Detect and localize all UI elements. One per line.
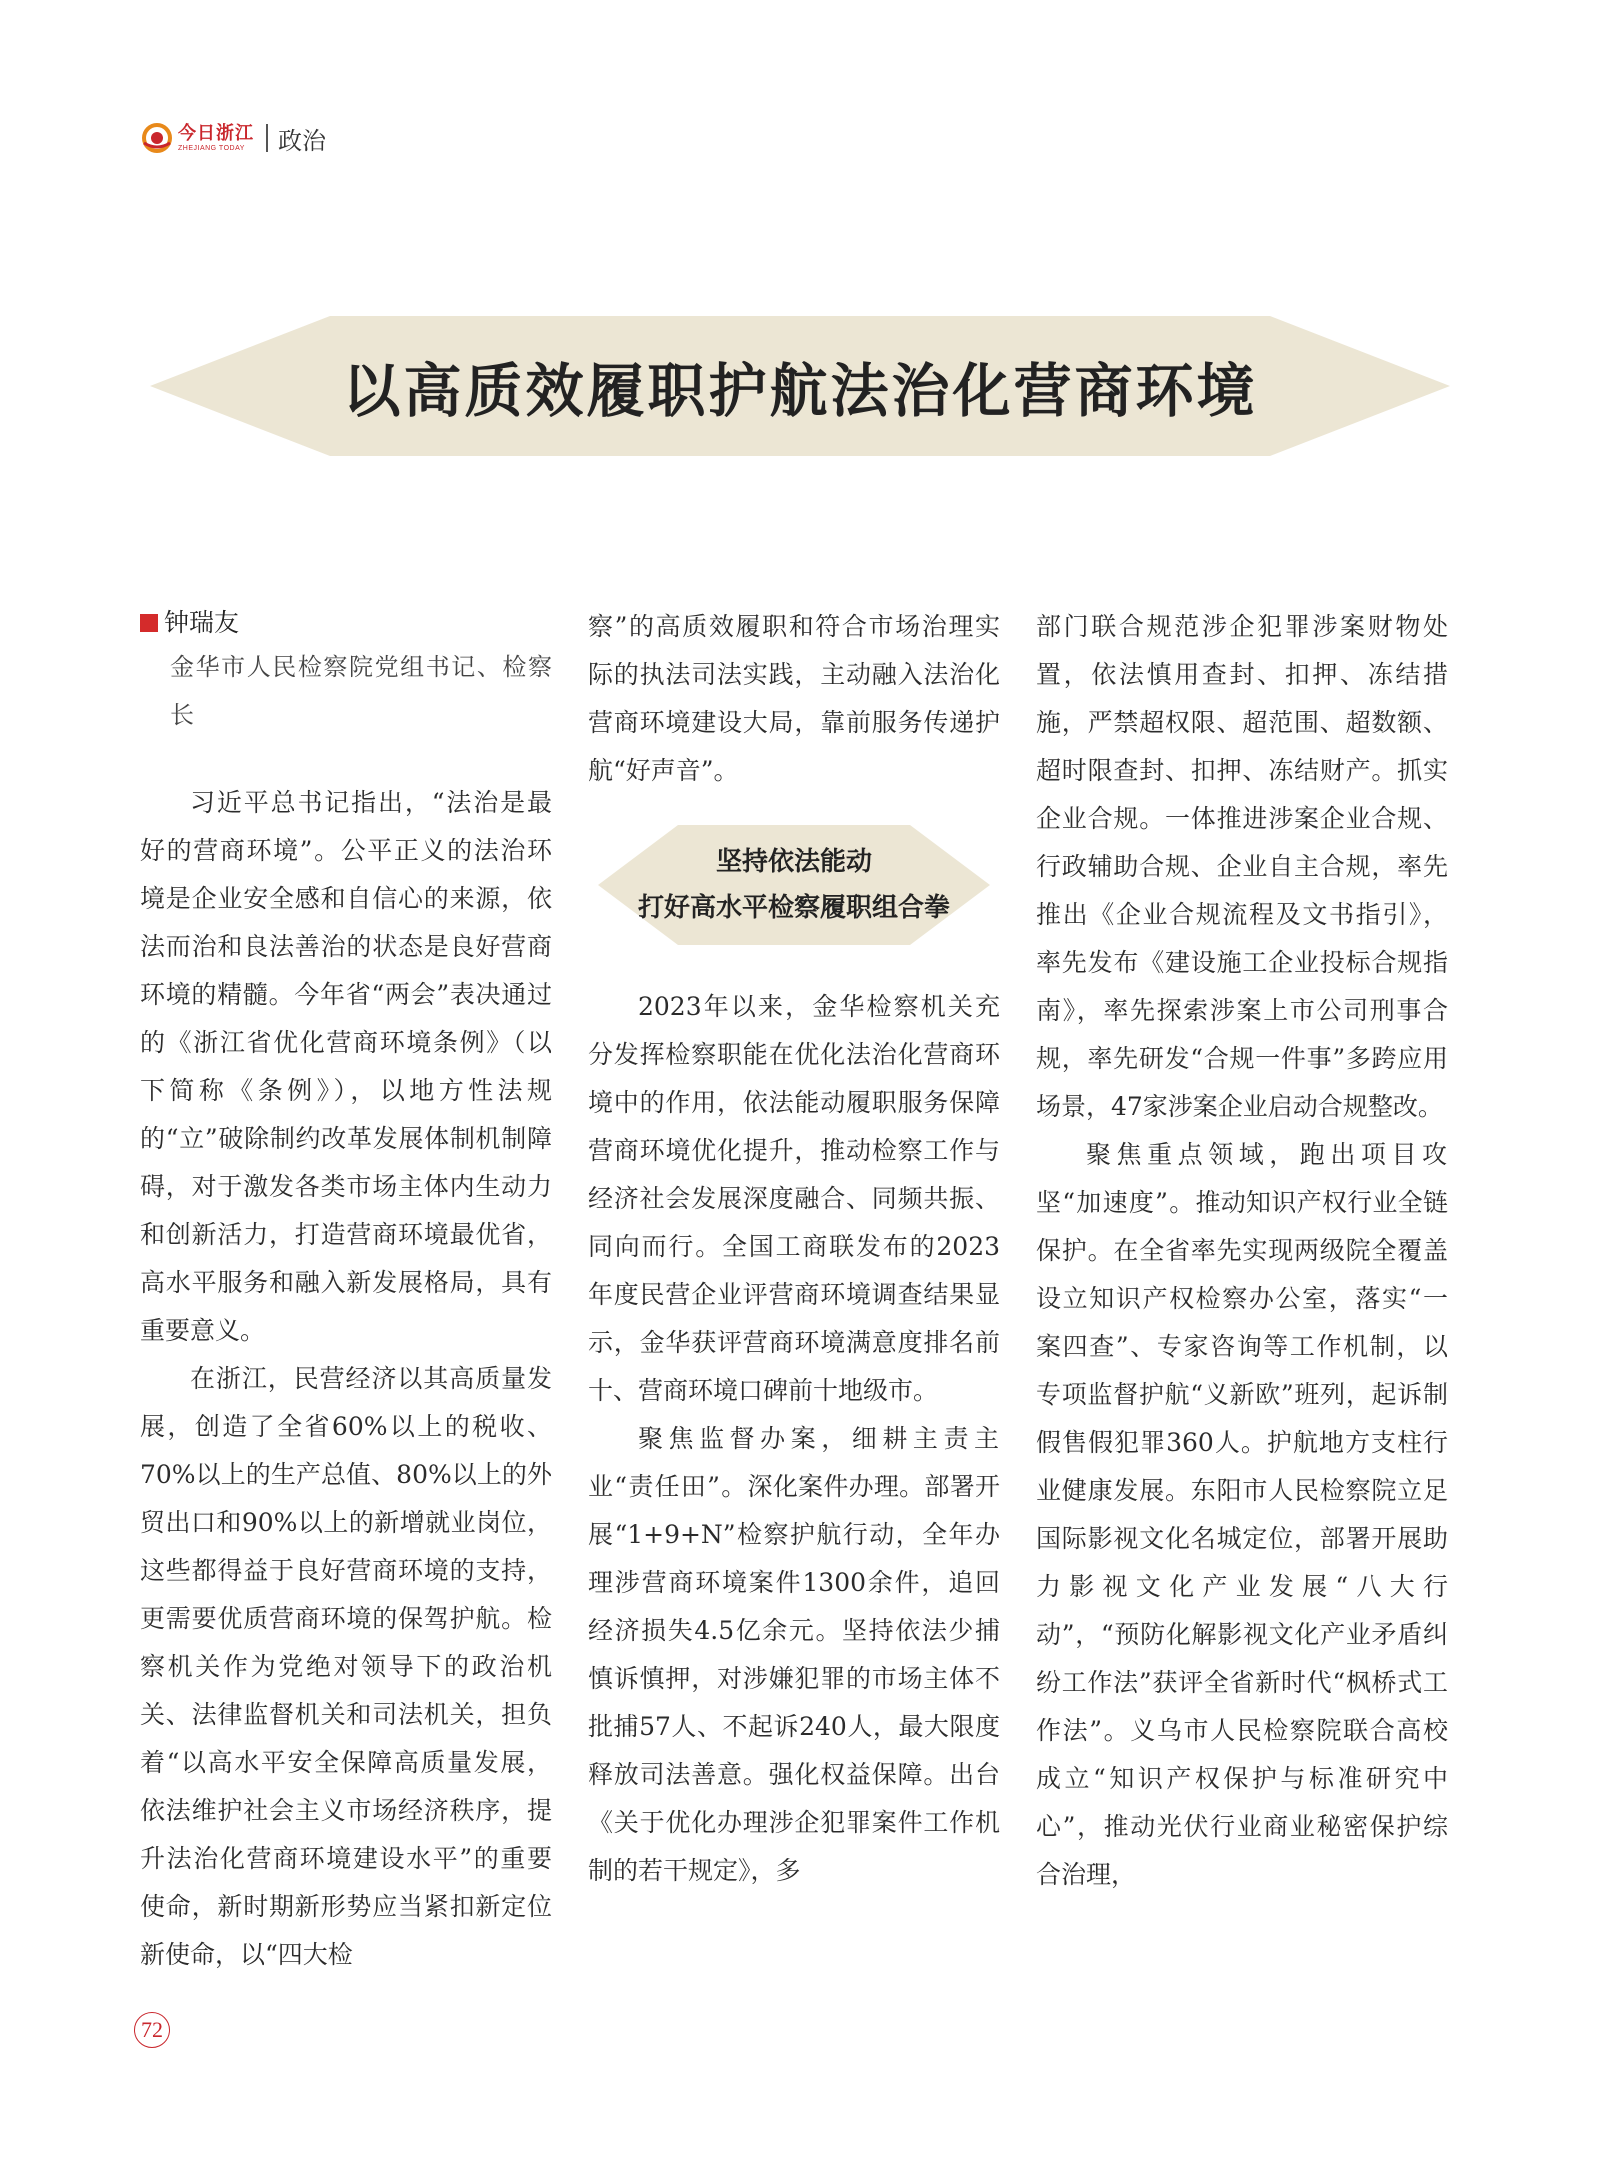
author-byline [140, 603, 552, 643]
paragraph-body: 推动知识产权行业全链保护。在全省率先实现两级院全覆盖设立知识产权检察办公室，落实“一案四查”、专家咨询等工作机制，以专项监督护航“义新欧”班列，起诉制假售假犯罪360人。护航地方支柱行业健康发展。东阳市人民检察院立足国际影视文化名城定位，部署开展助力影视文化产业发展“八大行动”，“预防化解影视文化产业矛盾纠纷工作法”获评全省新时代“枫桥式工作法”。义乌市人民检察院联合高校成立“知识产权保护与标准研究中心”，推动光伏行业商业秘密保护综合治理， [1036, 1188, 1448, 1889]
subheading-line-2: 打好高水平检察履职组合拳 [637, 893, 950, 923]
paragraph [588, 1415, 1000, 1895]
column-3 [1036, 603, 1448, 1899]
author-title: 金华市人民检察院党组书记、检察长 [170, 653, 552, 729]
masthead [140, 118, 326, 158]
page-number: 72 [134, 2012, 170, 2048]
header-divider [266, 124, 268, 152]
author-name: 钟瑞友 [164, 608, 240, 637]
paragraph-continued: 察”的高质效履职和符合市场治理实际的执法司法实践，主动融入法治化营商环境建设大局，靠前服务传递护航“好声音”。 [588, 612, 1000, 785]
column-2 [588, 603, 1000, 1895]
column-1 [140, 603, 552, 1979]
logo-chinese-text: 今日浙江 [178, 122, 254, 144]
paragraph-lead: 聚焦监督办案，细耕主责主业“责任田”。 [588, 1424, 1000, 1501]
paragraph [1036, 1131, 1448, 1899]
subheading-line-1: 坚持依法能动 [715, 847, 872, 877]
magazine-logo [140, 121, 254, 155]
red-square-marker [140, 614, 158, 632]
paragraph-continued: 部门联合规范涉企犯罪涉案财物处置，依法慎用查封、扣押、冻结措施，严禁超权限、超范围、超数额、超时限查封、扣押、冻结财产。抓实企业合规。一体推进涉案企业合规、行政辅助合规、企业自主合规，率先推出《企业合规流程及文书指引》，率先发布《建设施工企业投标合规指南》，率先探索涉案上市公司刑事合规，率先研发“合规一件事”多跨应用场景，47家涉案企业启动合规整改。 [1036, 612, 1448, 1121]
section-subheading [588, 825, 1000, 945]
paragraph: 2023年以来，金华检察机关充分发挥检察职能在优化法治化营商环境中的作用，依法能动履职服务保障营商环境优化提升，推动检察工作与经济社会发展深度融合、同频共振、同向而行。全国工商联发布的2023年度民营企业评营商环境调查结果显示，金华获评营商环境满意度排名前十、营商环境口碑前十地级市。 [588, 992, 1000, 1405]
sun-logo-icon [140, 121, 174, 155]
paragraph-lead: 聚焦重点领域，跑出项目攻坚“加速度”。 [1036, 1140, 1448, 1217]
paragraph: 习近平总书记指出，“法治是最好的营商环境”。公平正义的法治环境是企业安全感和自信心的来源，依法而治和良法善治的状态是良好营商环境的精髓。今年省“两会”表决通过的《浙江省优化营商环境条例》（以下简称《条例》），以地方性法规的“立”破除制约改革发展体制机制障碍，对于激发各类市场主体内生动力和创新活力，打造营商环境最优省，高水平服务和融入新发展格局，具有重要意义。 [140, 788, 552, 1345]
section-label: 政治 [278, 126, 326, 155]
article-title: 以高质效履职护航法治化营商环境 [342, 357, 1258, 425]
logo-english-text: ZHEJIANG TODAY [178, 144, 245, 152]
paragraph: 在浙江，民营经济以其高质量发展，创造了全省60%以上的税收、70%以上的生产总值、80%以上的外贸出口和90%以上的新增就业岗位，这些都得益于良好营商环境的支持，更需要优质营商环境的保驾护航。检察机关作为党绝对领导下的政治机关、法律监督机关和司法机关，担负着“以高水平安全保障高质量发展，依法维护社会主义市场经济秩序，提升法治化营商环境建设水平”的重要使命，新时期新形势应当紧扣新定位新使命，以“四大检 [140, 1364, 552, 1969]
paragraph-body: 深化案件办理。部署开展“1+9+N”检察护航行动，全年办理涉营商环境案件1300余件，追回经济损失4.5亿余元。坚持依法少捕慎诉慎押，对涉嫌犯罪的市场主体不批捕57人、不起诉240人，最大限度释放司法善意。强化权益保障。出台《关于优化办理涉企犯罪案件工作机制的若干规定》，多 [588, 1472, 1000, 1885]
